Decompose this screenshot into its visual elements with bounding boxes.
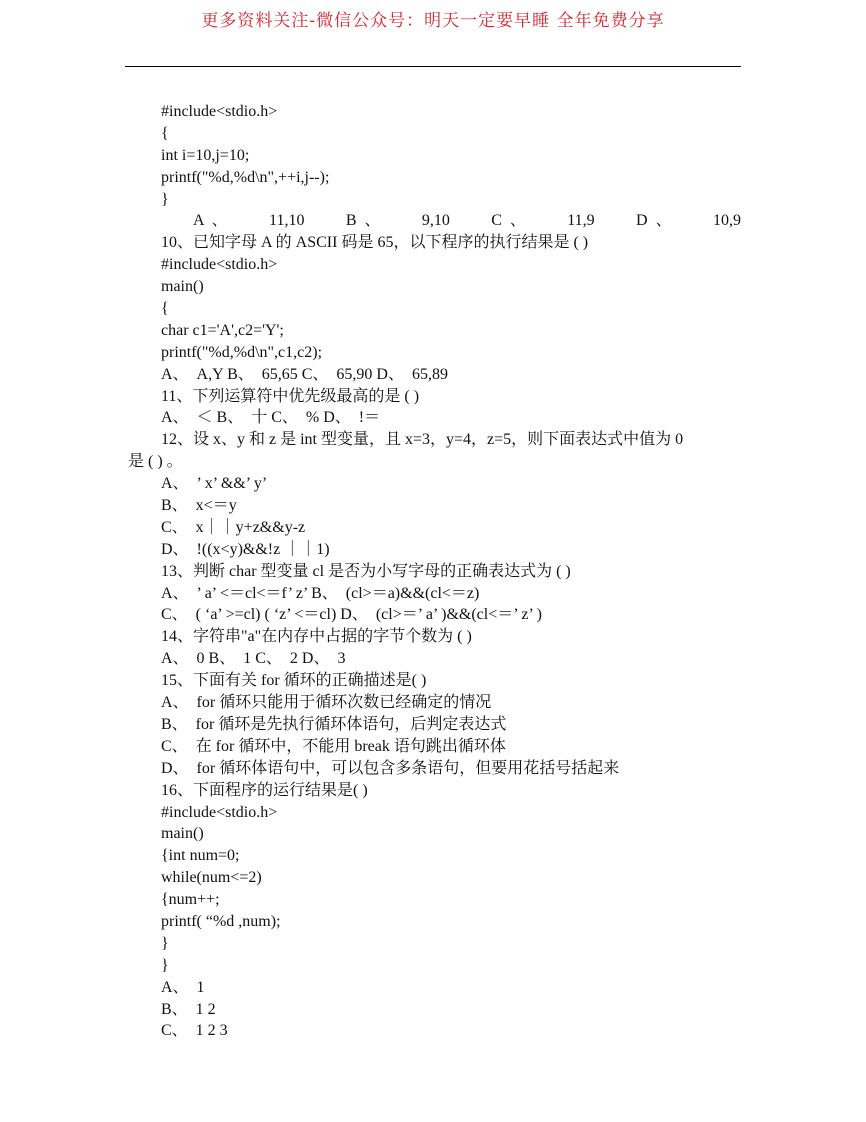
question-option: A、 for 循环只能用于循环次数已经确定的情况 — [161, 694, 492, 712]
code-line: printf("%d,%d\n",c1,c2); — [161, 343, 323, 361]
code-line: printf( “%d ,num); — [161, 912, 281, 930]
code-line: while(num<=2) — [161, 869, 262, 887]
question-options: A、 0 B、 1 C、 2 D、 3 — [161, 650, 346, 668]
question-stem: 12、设 x、y 和 z 是 int 型变量，且 x=3，y=4，z=5，则下面表达式中值为 0 — [161, 431, 684, 449]
question-option: D、 !((x<y)&&!z ｜｜1) — [161, 540, 330, 558]
code-line: printf("%d,%d\n",++i,j--); — [161, 168, 330, 186]
question-option: C、 1 2 3 — [161, 1022, 228, 1040]
watermark-banner: 更多资料关注-微信公众号：明天一定要早睡 全年免费分享 — [201, 11, 665, 31]
question-stem: 13、判断 char 型变量 cl 是否为小写字母的正确表达式为 ( ) — [161, 562, 571, 580]
option-label: C 、 — [491, 212, 526, 230]
question-stem: 11、下列运算符中优先级最高的是 ( ) — [161, 387, 420, 405]
code-line: #include<stdio.h> — [161, 103, 278, 120]
code-line: { — [161, 124, 169, 142]
question-option: C、 在 for 循环中，不能用 break 语句跳出循环体 — [161, 737, 506, 755]
question-option: A、 ’ x’ &&’ y’ — [161, 475, 268, 493]
code-line: main() — [161, 825, 204, 843]
question-option: B、 for 循环是先执行循环体语句，后判定表达式 — [161, 715, 507, 733]
code-line: #include<stdio.h> — [161, 803, 278, 821]
option-label: B 、 — [345, 212, 381, 230]
question-options: A、 A,Y B、 65,65 C、 65,90 D、 65,89 — [161, 365, 448, 383]
question-options: A、 ＜ B、 十 C、 % D、 !＝ — [161, 409, 381, 427]
code-line: { — [161, 300, 169, 318]
question-option: A、 ’ a’ <＝cl<＝f’ z’ B、 (cl>＝a)&&(cl<＝z) — [161, 584, 480, 602]
code-line: } — [161, 956, 169, 974]
option-label: D 、 — [636, 212, 672, 230]
header-rule — [125, 66, 741, 67]
code-line: int i=10,j=10; — [161, 146, 250, 164]
question-option: C、 x｜｜y+z&&y-z — [161, 518, 306, 536]
question-option: C、 ( ‘a’ >=cl) ( ‘z’ <＝cl) D、 (cl>＝’ a’ )&&(cl<＝’ z’ ) — [161, 606, 542, 624]
option-value: 11,10 — [269, 212, 305, 230]
code-line: #include<stdio.h> — [161, 256, 278, 274]
question-option: D、 for 循环体语句中，可以包含多条语句，但要用花括号括起来 — [161, 759, 620, 777]
question-stem: 10、已知字母 A 的 ASCII 码是 65，以下程序的执行结果是 ( ) — [161, 234, 589, 252]
option-value: 9,10 — [421, 212, 450, 230]
code-line: {num++; — [161, 891, 220, 909]
code-line: } — [161, 934, 169, 952]
question-stem: 16、下面程序的运行结果是( ) — [161, 781, 368, 799]
code-line: } — [161, 190, 169, 208]
q9-options — [161, 210, 741, 232]
option-value: 11,9 — [567, 212, 595, 230]
document-body — [128, 101, 741, 1042]
question-stem: 14、字符串"a"在内存中占据的字节个数为 ( ) — [161, 628, 472, 646]
code-line: {int num=0; — [161, 847, 240, 865]
code-line: main() — [161, 278, 204, 296]
question-stem-continued: 是 ( ) 。 — [128, 453, 183, 471]
question-option: B、 1 2 — [161, 1000, 216, 1018]
question-stem: 15、下面有关 for 循环的正确描述是( ) — [161, 672, 427, 690]
question-option: B、 x<＝y — [161, 497, 237, 515]
option-value: 10,9 — [712, 212, 741, 230]
code-line: char c1='A',c2='Y'; — [161, 321, 284, 339]
question-option: A、 1 — [161, 978, 205, 996]
option-label: A 、 — [193, 212, 228, 230]
